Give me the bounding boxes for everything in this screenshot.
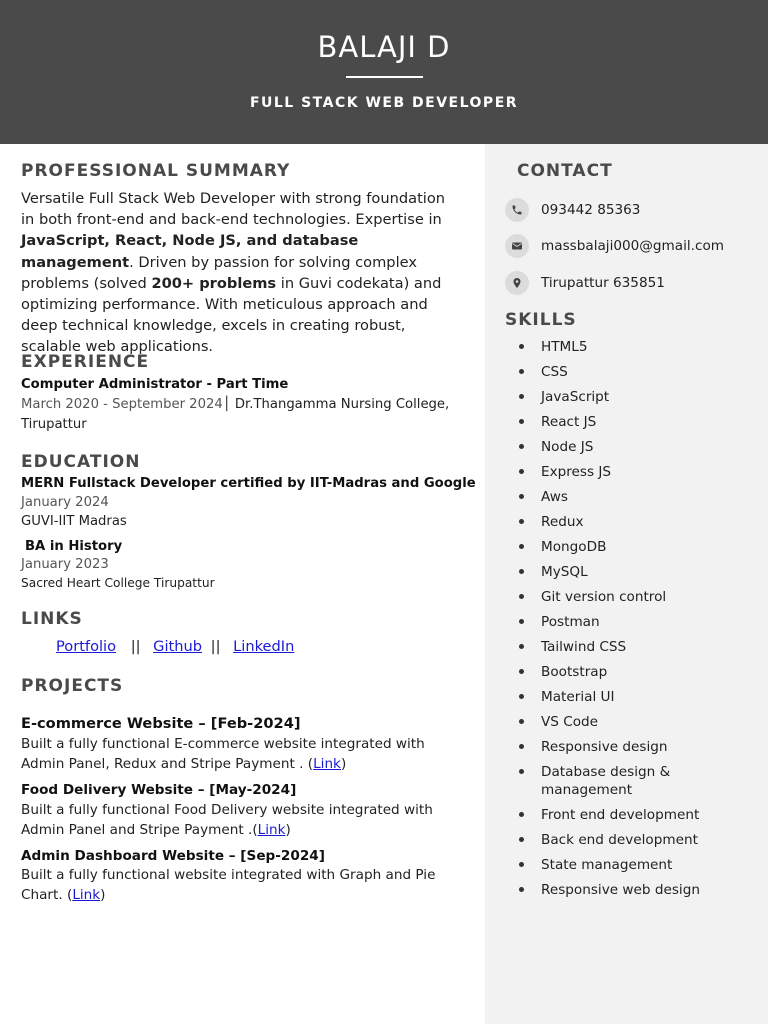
experience-heading: EXPERIENCE xyxy=(21,352,150,372)
job-dates: March 2020 - September 2024 xyxy=(21,397,223,412)
project-description: Built a fully functional website integrated with Graph and Pie Chart. (Link) xyxy=(21,867,436,903)
skill-item: Redux xyxy=(517,513,757,531)
project-link[interactable]: Link xyxy=(72,886,101,903)
contact-heading: CONTACT xyxy=(517,161,613,181)
contact-phone xyxy=(505,197,640,223)
project-title: Food Delivery Website – [May-2024] xyxy=(21,782,297,798)
project-title: Admin Dashboard Website – [Sep-2024] xyxy=(21,848,325,864)
location-text: Tirupattur 635851 xyxy=(541,275,665,291)
education-institution: Sacred Heart College Tirupattur xyxy=(21,576,215,590)
skill-item: Node JS xyxy=(517,438,757,456)
summary-highlight-problems: 200+ problems xyxy=(151,274,277,292)
contact-email xyxy=(505,233,724,259)
skill-item: VS Code xyxy=(517,713,757,731)
phone-icon xyxy=(505,198,529,222)
education-heading: EDUCATION xyxy=(21,452,141,472)
skill-item: Aws xyxy=(517,488,757,506)
skill-item: Responsive design xyxy=(517,738,757,756)
job-meta: March 2020 - September 2024│ Dr.Thangamma Nursing College, Tirupattur xyxy=(21,397,450,432)
candidate-name: BALAJI D xyxy=(317,30,451,64)
education-date: January 2024 xyxy=(21,495,109,510)
education-degree: BA in History xyxy=(25,539,123,554)
summary-paragraph: Versatile Full Stack Web Developer with strong foundation in both front-end and back-end technologies. Expertise in JavaScript, React, Node JS, and database management. Driven by passion for solving complex problems (solved 200+ problems in Guvi codekata) and optimizing performance. With meticulous approach and deep technical knowledge, excels in creating robust, scalable web applications. xyxy=(21,190,446,356)
project-title: E-commerce Website – [Feb-2024] xyxy=(21,715,301,732)
portfolio-link[interactable]: Portfolio xyxy=(56,638,117,655)
skill-item: Express JS xyxy=(517,463,757,481)
phone-number: 093442 85363 xyxy=(541,202,641,218)
skills-list xyxy=(517,338,757,906)
skill-item: JavaScript xyxy=(517,388,757,406)
skill-item: CSS xyxy=(517,363,757,381)
link-separator: || xyxy=(210,638,221,655)
skill-item: Material UI xyxy=(517,688,757,706)
email-icon xyxy=(505,234,529,258)
summary-heading: PROFESSIONAL SUMMARY xyxy=(21,161,291,181)
skills-heading: SKILLS xyxy=(505,310,577,330)
header-divider xyxy=(346,76,423,78)
project-description: Built a fully functional Food Delivery website integrated with Admin Panel and Stripe Payment .(Link) xyxy=(21,802,433,838)
location-pin-icon xyxy=(505,271,529,295)
skill-item: Postman xyxy=(517,613,757,631)
project-description: Built a fully functional E-commerce website integrated with Admin Panel, Redux and Stripe Payment . (Link) xyxy=(21,736,425,772)
project-link[interactable]: Link xyxy=(257,821,286,838)
skill-item: Front end development xyxy=(517,806,757,824)
job-title: Computer Administrator - Part Time xyxy=(21,377,289,392)
skill-item: HTML5 xyxy=(517,338,757,356)
skill-item: Bootstrap xyxy=(517,663,757,681)
links-row xyxy=(56,638,294,655)
candidate-role: FULL STACK WEB DEVELOPER xyxy=(249,95,519,111)
education-institution: GUVI-IIT Madras xyxy=(21,514,127,529)
summary-highlight-skills: JavaScript, React, Node JS, and database management xyxy=(21,232,359,271)
job-place: Dr.Thangamma Nursing College, Tirupattur xyxy=(21,397,450,432)
skill-item: MySQL xyxy=(517,563,757,581)
project-link[interactable]: Link xyxy=(313,755,341,772)
contact-location xyxy=(505,270,665,296)
skill-item: React JS xyxy=(517,413,757,431)
linkedin-link[interactable]: LinkedIn xyxy=(233,638,295,655)
links-heading: LINKS xyxy=(21,609,83,629)
skill-item: MongoDB xyxy=(517,538,757,556)
skill-item: Database design & management xyxy=(517,763,757,799)
skill-item: Responsive web design xyxy=(517,881,757,899)
projects-heading: PROJECTS xyxy=(21,676,124,696)
email-address: massbalaji000@gmail.com xyxy=(541,238,725,254)
github-link[interactable]: Github xyxy=(153,638,203,655)
education-date: January 2023 xyxy=(21,557,109,572)
skill-item: Tailwind CSS xyxy=(517,638,757,656)
skill-item: Back end development xyxy=(517,831,757,849)
skill-item: State management xyxy=(517,856,757,874)
education-degree: MERN Fullstack Developer certified by IIT-Madras and Google xyxy=(21,476,476,491)
resume-header xyxy=(0,0,768,144)
skill-item: Git version control xyxy=(517,588,757,606)
link-separator: || xyxy=(130,638,141,655)
